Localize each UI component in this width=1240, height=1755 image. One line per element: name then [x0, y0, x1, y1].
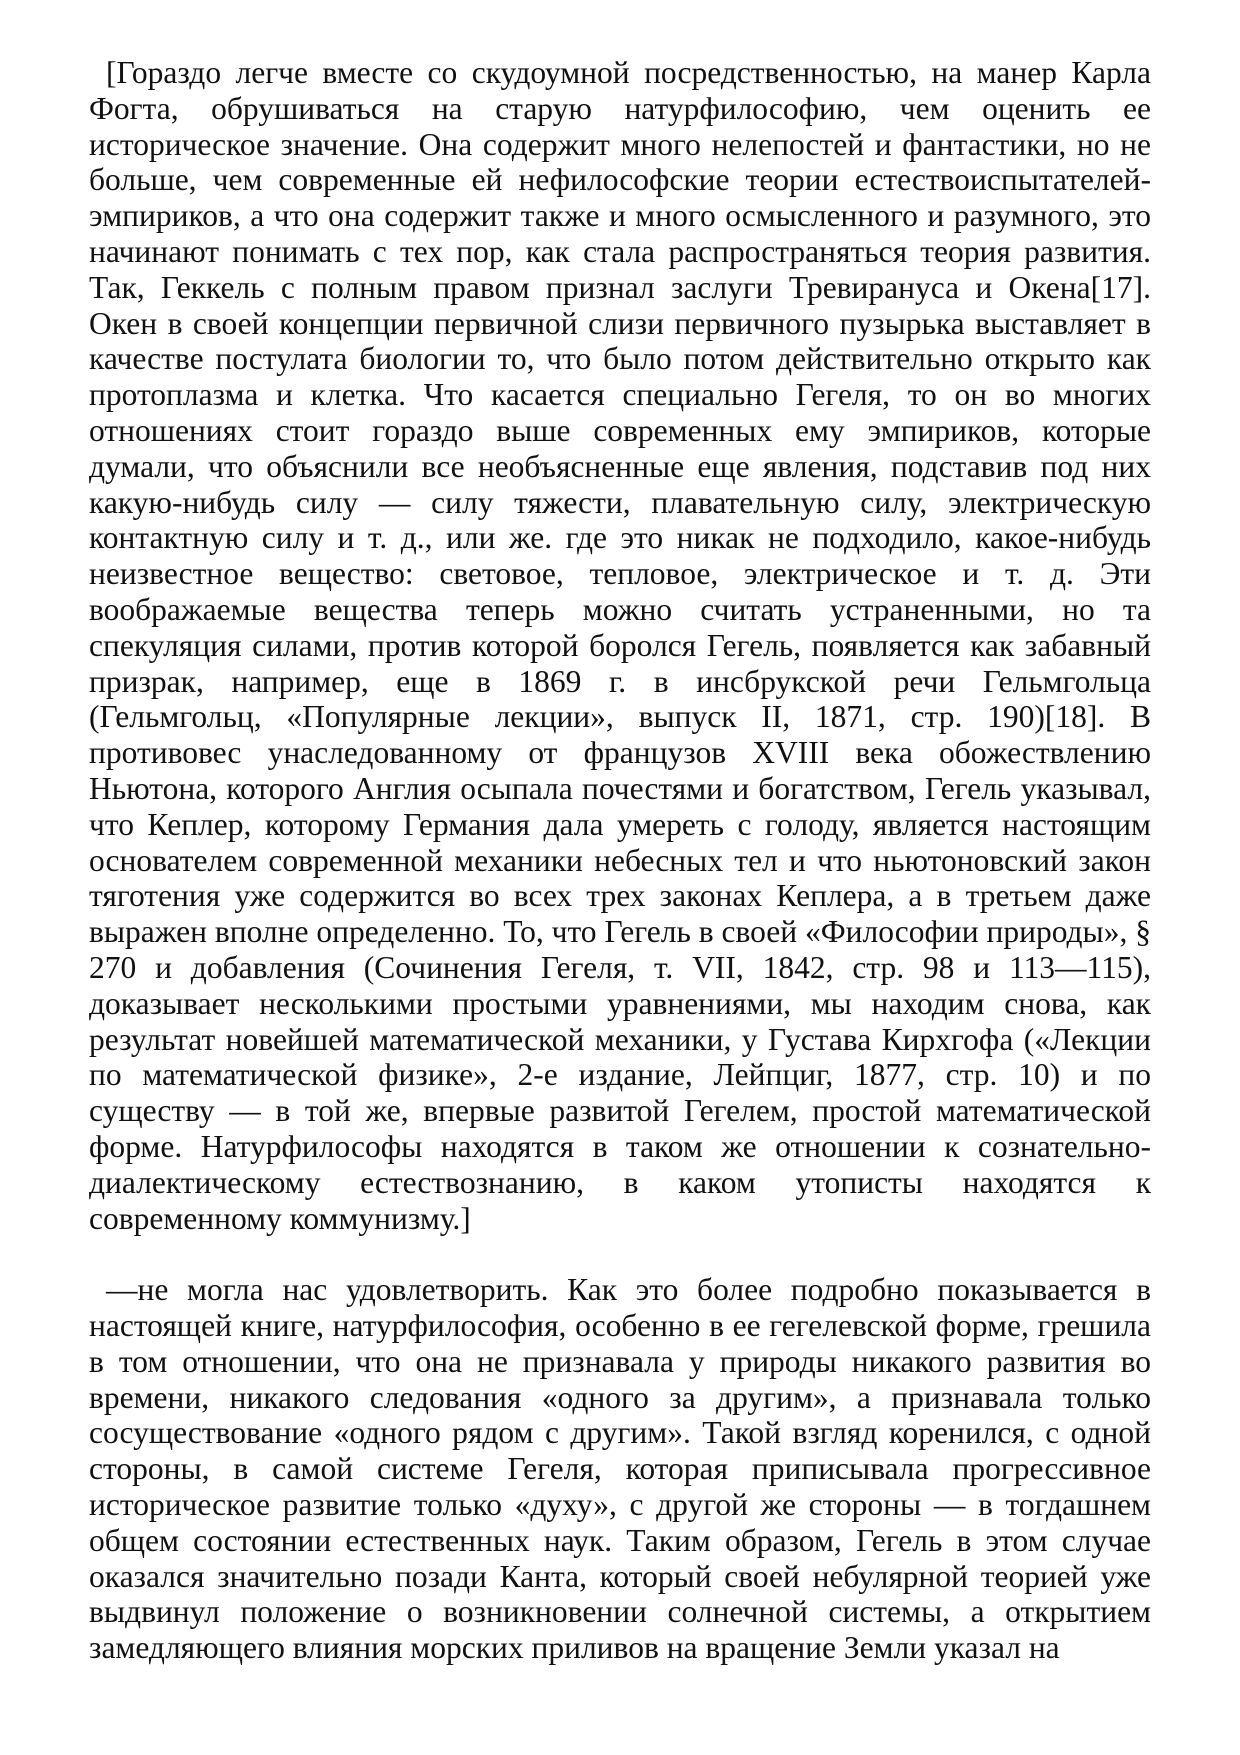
paragraph-continuation: —не могла нас удовлетворить. Как это более подробно показывается в настоящей книге, натурфилософия, особенно в ее гегелевской форме, грешила в том отношении, что она не признавала у природы никакого развития во времени, никакого следования «одного за другим», а признавала только сосуществование «одного рядом с другим». Такой взгляд коренился, с одной стороны, в самой системе Гегеля, которая приписывала прогрессивное историческое развитие только «духу», с другой же стороны — в тогдашнем общем состоянии естественных наук. Таким образом, Гегель в этом случае оказался значительно позади Канта, который своей небулярной теорией уже выдвинул положение о возникновении солнечной системы, а открытием замедляющего влияния морских приливов на вращение Земли указал на — [89, 1272, 1151, 1666]
document-page — [89, 55, 1151, 1666]
paragraph-bracketed-note: [Гораздо легче вместе со скудоумной посредственностью, на манер Карла Фогта, обрушиваться на старую натурфилософию, чем оценить ее историческое значение. Она содержит много нелепостей и фантастики, но не больше, чем современные ей нефилософские теории естествоиспытателей-эмпириков, а что она содержит также и много осмысленного и разумного, это начинают понимать с тех пор, как стала распространяться теория развития. Так, Геккель с полным правом признал заслуги Тревирануса и Окена[17]. Окен в своей концепции первичной слизи первичного пузырька выставляет в качестве постулата биологии то, что было потом действительно открыто как протоплазма и клетка. Что касается специально Гегеля, то он во многих отношениях стоит гораздо выше современных ему эмпириков, которые думали, что объяснили все необъясненные еще явления, подставив под них какую-нибудь силу — силу тяжести, плавательную силу, электрическую контактную силу и т. д., или же. где это никак не подходило, какое-нибудь неизвестное вещество: световое, тепловое, электрическое и т. д. Эти воображаемые вещества теперь можно считать устраненными, но та спекуляция силами, против которой боролся Гегель, появляется как забавный призрак, например, еще в 1869 г. в инсбрукской речи Гельмгольца (Гельмгольц, «Популярные лекции», выпуск II, 1871, стр. 190)[18]. В противовес унаследованному от французов XVIII века обожествлению Ньютона, которого Англия осыпала почестями и богатством, Гегель указывал, что Кеплер, которому Германия дала умереть с голоду, является настоящим основателем современной механики небесных тел и что ньютоновский закон тяготения уже содержится во всех трех законах Кеплера, а в третьем даже выражен вполне определенно. То, что Гегель в своей «Философии природы», § 270 и добавления (Сочинения Гегеля, т. VII, 1842, стр. 98 и 113—115), доказывает несколькими простыми уравнениями, мы находим снова, как результат новейшей математической механики, у Густава Кирхгофа («Лекции по математической физике», 2-е издание, Лейпциг, 1877, стр. 10) и по существу — в той же, впервые развитой Гегелем, простой математической форме. Натурфилософы находятся в таком же отношении к сознательно-диалектическому естествознанию, в каком утописты находятся к современному коммунизму.] — [89, 55, 1151, 1236]
